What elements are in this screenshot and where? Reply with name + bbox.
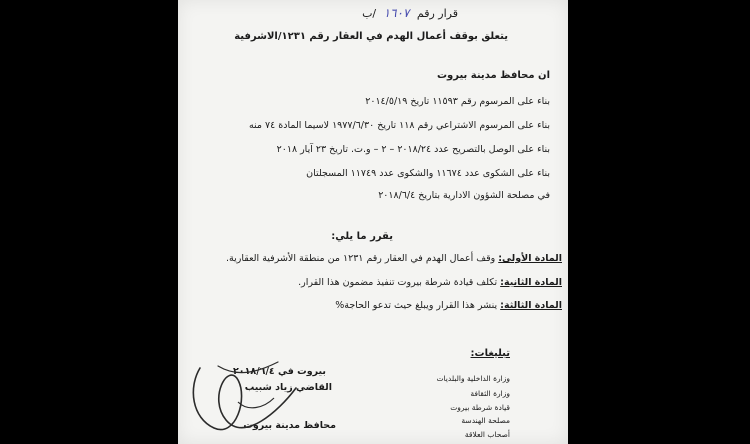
signature-name: القاضي زياد شبيب: [244, 382, 332, 393]
preamble-line: في مصلحة الشؤون الادارية بتاريخ ٢٠١٨/٦/٤: [378, 190, 550, 201]
notification-recipient: أصحاب العلاقة: [464, 430, 510, 439]
article-2: [298, 277, 562, 288]
notification-recipient: مصلحة الهندسة: [461, 416, 510, 425]
decision-subject: يتعلق بوقف أعمال الهدم في العقار رقم ١٢٣١/الاشرفية: [234, 31, 508, 42]
preamble-line: بناء على المرسوم الاشتراعي رقم ١١٨ تاريخ ١٩٧٧/٦/٣٠ لاسيما المادة ٧٤ منه: [248, 120, 550, 131]
notification-recipient: وزارة الداخلية والبلديات: [436, 374, 510, 383]
handwritten-signature: [178, 358, 318, 444]
article-title: المادة الأولى:: [498, 253, 562, 264]
signature-title: محافظ مدينة بيروت: [243, 420, 336, 431]
article-title: المادة الثانية:: [500, 277, 562, 288]
article-title: المادة الثالثة:: [500, 300, 562, 311]
preamble-line: بناء على الوصل بالتصريح عدد ٢٠١٨/٢٤ – ٢ – و.ت. تاريخ ٢٣ آيار ٢٠١٨: [276, 144, 550, 155]
decision-prefix: قرار رقم: [416, 7, 458, 20]
notifications-heading: تبليغات:: [470, 348, 510, 359]
decision-document-page: [178, 0, 568, 444]
notification-recipient: قيادة شرطة بيروت: [450, 403, 510, 412]
article-1: [226, 253, 562, 264]
preamble-line: بناء على المرسوم رقم ١١٥٩٣ تاريخ ٢٠١٤/٥/١٩: [365, 96, 550, 107]
article-text: ينشر هذا القرار ويبلغ حيث تدعو الحاجة%: [335, 300, 498, 311]
article-3: [335, 300, 562, 311]
notification-recipient: وزارة الثقافة: [470, 389, 510, 398]
decision-number-line: [362, 6, 458, 20]
article-text: تكلف قيادة شرطة بيروت تنفيذ مضمون هذا القرار.: [298, 277, 498, 288]
issuer-line: ان محافظ مدينة بيروت: [436, 70, 550, 81]
signature-place-date: بيروت في ٢٠١٨/٦/٤: [233, 366, 326, 377]
preamble-line: بناء على الشكوى عدد ١١٦٧٤ والشكوى عدد ١١٧٤٩ المسجلتان: [306, 168, 550, 179]
article-text: وقف أعمال الهدم في العقار رقم ١٢٣١ من منطقة الأشرفية العقارية.: [226, 253, 496, 264]
decision-suffix: /ب: [362, 7, 377, 20]
decision-number-handwritten: ١٦٠٧: [383, 6, 410, 20]
decides-heading: يقرر ما يلي:: [331, 231, 393, 242]
